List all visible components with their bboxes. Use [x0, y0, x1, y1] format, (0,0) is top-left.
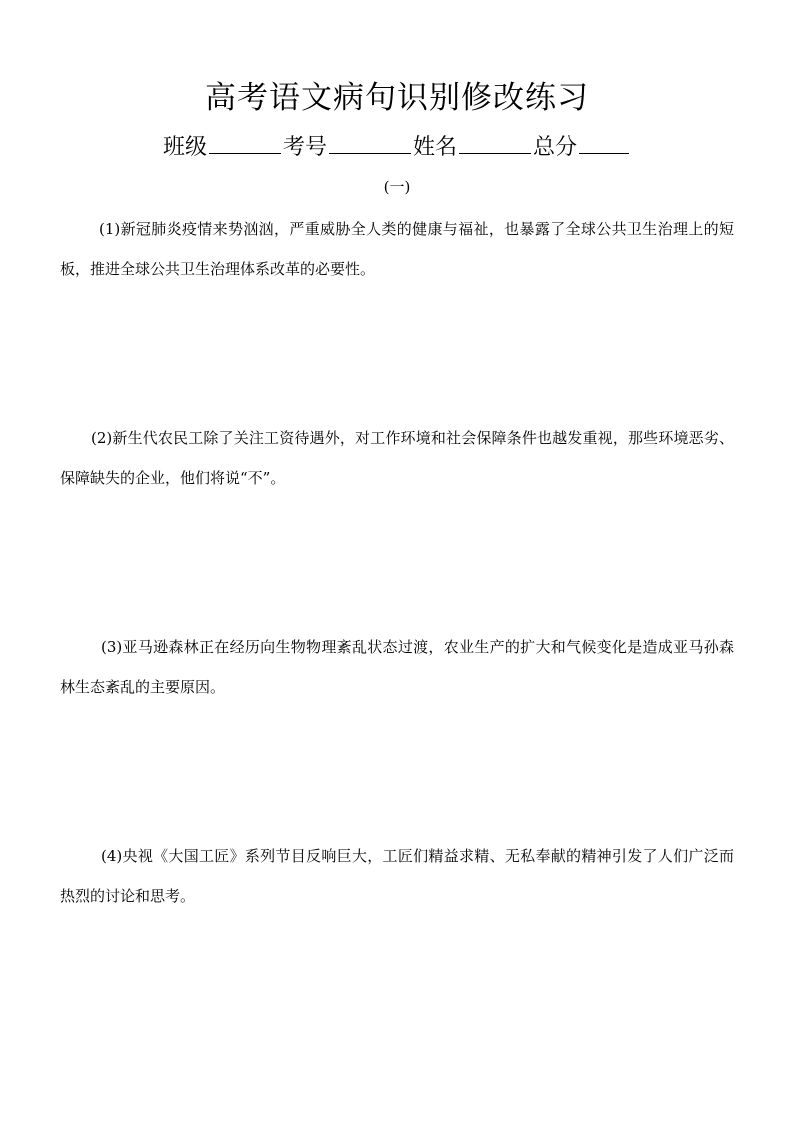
name-blank[interactable] — [459, 131, 531, 154]
section-label: (一) — [383, 178, 411, 196]
question-4: (4)央视《大国工匠》系列节目反响巨大，工匠们精益求精、无私奉献的精神引发了人们广泛而热烈的讨论和思考。 — [60, 847, 734, 905]
question-2: (2)新生代农民工除了关注工资待遇外，对工作环境和社会保障条件也越发重视，那些环境恶劣、保障缺失的企业，他们将说“不”。 — [60, 429, 734, 487]
question-3: (3)亚马逊森林正在经历向生物物理紊乱状态过渡，农业生产的扩大和气候变化是造成亚马孙森林生态紊乱的主要原因。 — [60, 638, 734, 696]
document-title: 高考语文病句识别修改练习 — [205, 80, 589, 116]
name-label: 姓名 — [413, 135, 458, 160]
class-blank[interactable] — [209, 131, 281, 154]
student-info-line — [0, 130, 794, 161]
question-1: (1)新冠肺炎疫情来势汹汹，严重威胁全人类的健康与福祉，也暴露了全球公共卫生治理上的短板，推进全球公共卫生治理体系改革的必要性。 — [60, 220, 734, 278]
total-score-blank[interactable] — [579, 131, 629, 154]
exam-number-blank[interactable] — [329, 131, 411, 154]
class-label: 班级 — [162, 135, 207, 160]
exam-number-label: 考号 — [282, 135, 327, 160]
total-score-label: 总分 — [533, 135, 578, 160]
